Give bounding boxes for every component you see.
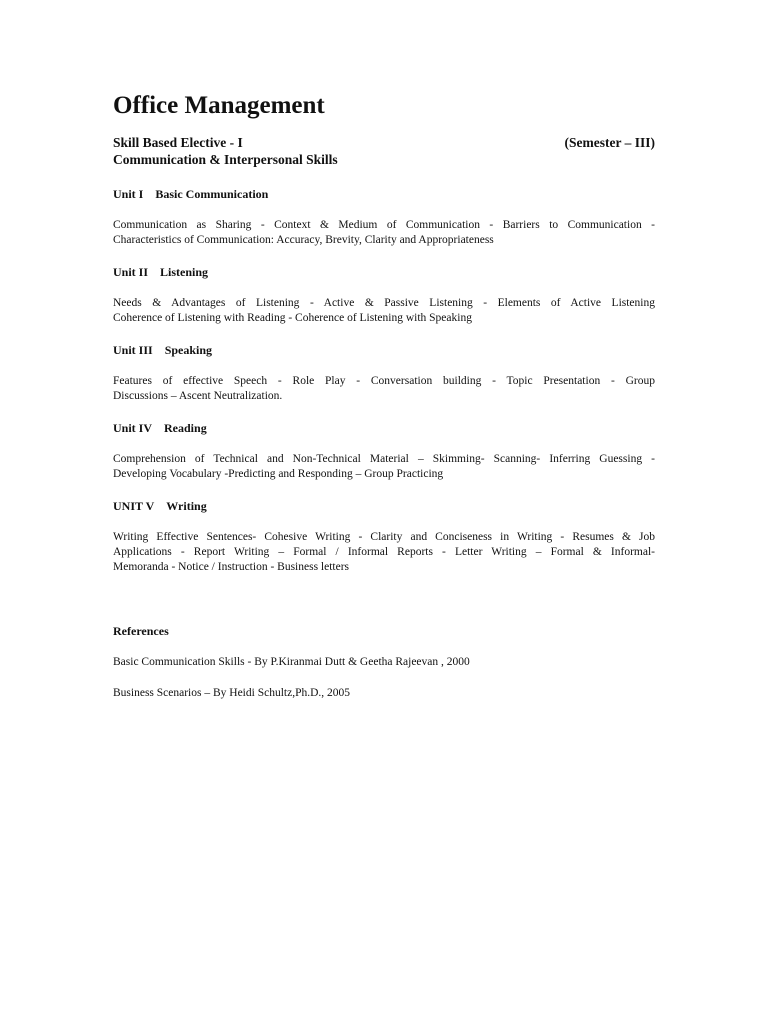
description-line: Developing Vocabulary -Predicting and Responding – Group Practicing <box>113 468 444 480</box>
description-line: Features of effective Speech - Role Play - Conversation building - Topic Presentation - Group <box>113 375 655 387</box>
description-line: Discussions – Ascent Neutralization. <box>113 390 283 402</box>
unit-description <box>113 452 655 482</box>
subtitle-row <box>113 135 655 152</box>
unit-heading <box>113 187 655 202</box>
description-line: Applications - Report Writing – Formal / Informal Reports - Letter Writing – Formal & Informal- <box>113 546 655 558</box>
unit-name: Writing <box>166 499 207 513</box>
references-heading: References <box>113 624 169 638</box>
unit-heading <box>113 421 655 436</box>
unit-name: Listening <box>160 265 209 279</box>
unit-heading <box>113 265 655 280</box>
course-name: Communication & Interpersonal Skills <box>113 151 338 167</box>
unit-label: Unit II <box>113 265 149 279</box>
description-line: Writing Effective Sentences- Cohesive Writing - Clarity and Conciseness in Writing - Resumes & Job <box>113 531 655 543</box>
reference-item: Business Scenarios – By Heidi Schultz,Ph.D., 2005 <box>113 687 351 699</box>
description-line: Needs & Advantages of Listening - Active & Passive Listening - Elements of Active Listening <box>113 297 655 309</box>
unit-description <box>113 530 655 575</box>
unit-label: Unit IV <box>113 421 153 435</box>
elective-label: Skill Based Elective - I <box>113 135 243 150</box>
unit-description <box>113 374 655 404</box>
description-line: Memoranda - Notice / Instruction - Business letters <box>113 561 350 573</box>
description-line: Comprehension of Technical and Non-Technical Material – Skimming- Scanning- Inferring Guessing - <box>113 453 655 465</box>
description-line: Characteristics of Communication: Accuracy, Brevity, Clarity and Appropriateness <box>113 234 494 246</box>
unit-name: Reading <box>164 421 207 435</box>
unit-heading <box>113 343 655 358</box>
unit-label: Unit III <box>113 343 153 357</box>
page-title: Office Management <box>113 92 325 119</box>
unit-label: Unit I <box>113 187 144 201</box>
unit-heading <box>113 499 655 514</box>
reference-item: Basic Communication Skills - By P.Kiranmai Dutt & Geetha Rajeevan , 2000 <box>113 656 470 668</box>
unit-label: UNIT V <box>113 499 155 513</box>
description-line: Coherence of Listening with Reading - Coherence of Listening with Speaking <box>113 312 472 324</box>
unit-name: Basic Communication <box>155 187 269 201</box>
unit-name: Speaking <box>164 343 213 357</box>
description-line: Communication as Sharing - Context & Medium of Communication - Barriers to Communication - <box>113 219 655 231</box>
semester-label: (Semester – III) <box>564 135 655 150</box>
document-page <box>113 88 655 701</box>
unit-description <box>113 218 655 248</box>
unit-description <box>113 296 655 326</box>
